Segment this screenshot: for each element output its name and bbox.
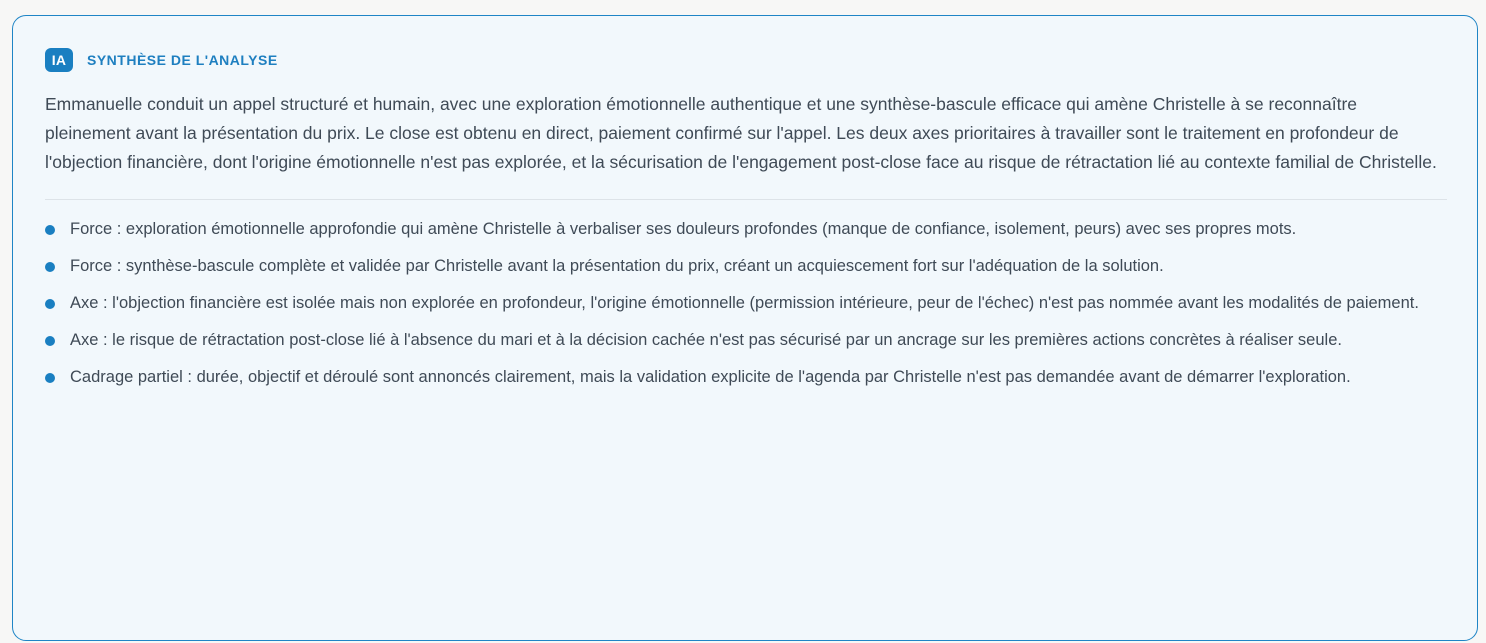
list-item	[45, 216, 1447, 243]
analysis-summary-card	[12, 15, 1478, 641]
bullet-dot-icon	[45, 373, 55, 383]
list-item	[45, 290, 1447, 317]
ia-badge: IA	[45, 48, 73, 72]
key-points-list	[45, 216, 1447, 391]
bullet-dot-icon	[45, 299, 55, 309]
list-item-text: Axe : l'objection financière est isolée mais non explorée en profondeur, l'origine émotionnelle (permission intérieure, peur de l'échec) n'est pas nommée avant les modalités de paiement.	[70, 294, 1419, 312]
card-header	[45, 48, 1445, 72]
list-item	[45, 253, 1447, 280]
summary-paragraph: Emmanuelle conduit un appel structuré et humain, avec une exploration émotionnelle authentique et une synthèse-bascule efficace qui amène Christelle à se reconnaître pleinement avant la présentation du prix. Le close est obtenu en direct, paiement confirmé sur l'appel. Les deux axes prioritaires à travailler sont le traitement en profondeur de l'objection financière, dont l'origine émotionnelle n'est pas explorée, et la sécurisation de l'engagement post-close face au risque de rétractation lié au contexte familial de Christelle.	[45, 94, 1437, 172]
list-item-text: Force : synthèse-bascule complète et validée par Christelle avant la présentation du prix, créant un acquiescement fort sur l'adéquation de la solution.	[70, 257, 1164, 275]
list-item-text: Cadrage partiel : durée, objectif et déroulé sont annoncés clairement, mais la validation explicite de l'agenda par Christelle n'est pas demandée avant de démarrer l'exploration.	[70, 368, 1351, 386]
list-item-text: Axe : le risque de rétractation post-close lié à l'absence du mari et à la décision cachée n'est pas sécurisé par un ancrage sur les premières actions concrètes à réaliser seule.	[70, 331, 1342, 349]
list-item	[45, 364, 1447, 391]
list-item-text: Force : exploration émotionnelle approfondie qui amène Christelle à verbaliser ses douleurs profondes (manque de confiance, isolement, peurs) avec ses propres mots.	[70, 220, 1297, 238]
list-item	[45, 327, 1447, 354]
bullet-dot-icon	[45, 262, 55, 272]
bullet-dot-icon	[45, 336, 55, 346]
divider	[45, 199, 1447, 200]
bullet-dot-icon	[45, 225, 55, 235]
card-title: SYNTHÈSE DE L'ANALYSE	[87, 52, 278, 68]
